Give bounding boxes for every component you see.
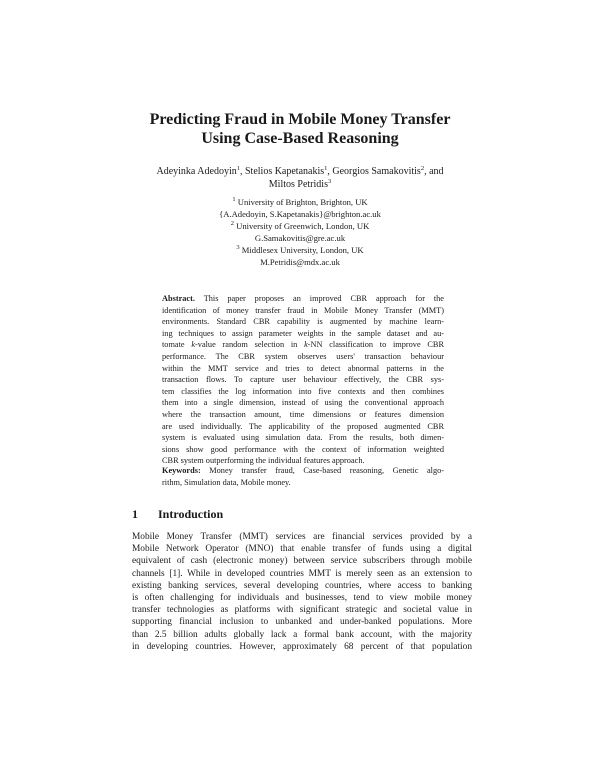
abstract-line: tem classifies the log information into five contexts and then combines bbox=[162, 386, 444, 396]
author-name: Adeyinka Adedoyin bbox=[156, 166, 237, 177]
affiliation-1-email: {A.Adedoyin, S.Kapetanakis}@brighton.ac.uk bbox=[219, 209, 381, 219]
abstract-math-k: k bbox=[304, 340, 308, 350]
body-line: existing banking services, several developing countries, where access to banking bbox=[132, 580, 472, 591]
abstract-line: identification of money transfer fraud in Mobile Money Transfer (MMT) bbox=[162, 305, 444, 315]
author-affiliation-mark: 3 bbox=[327, 178, 332, 185]
section-heading bbox=[132, 507, 223, 522]
author-separator: , and bbox=[424, 166, 444, 177]
paper-title-line-1: Predicting Fraud in Mobile Money Transfer bbox=[149, 111, 451, 128]
abstract-text: tomate bbox=[162, 340, 192, 350]
author-list bbox=[0, 165, 600, 178]
abstract-text: -NN classification to improve CBR bbox=[307, 340, 444, 350]
abstract-line bbox=[162, 293, 444, 305]
keywords-text: Money transfer fraud, Case-based reasoning, Genetic algo- bbox=[209, 466, 444, 475]
section-title: Introduction bbox=[158, 507, 224, 521]
affiliation-2-email: G.Samakovitis@gre.ac.uk bbox=[254, 233, 346, 243]
body-line: Mobile Money Transfer (MMT) services are financial services provided by a bbox=[132, 532, 472, 542]
body-line: in developing countries. However, approximately 68 percent of that population bbox=[132, 641, 472, 652]
body-line: equivalent of cash (electronic money) between service subscribers through mobile bbox=[132, 556, 472, 567]
section-number: 1 bbox=[132, 507, 138, 521]
abstract-line: system is evaluated using simulation data. From the results, both dimen- bbox=[162, 433, 444, 443]
author-affiliation-mark: 1 bbox=[324, 165, 328, 172]
author-separator: , bbox=[327, 166, 333, 177]
abstract-text: This paper proposes an improved CBR approach for the bbox=[203, 294, 444, 303]
abstract bbox=[162, 293, 444, 467]
paper-title-line-2: Using Case-Based Reasoning bbox=[201, 130, 399, 147]
affiliation-2 bbox=[0, 221, 600, 233]
abstract-label: Abstract. bbox=[162, 294, 195, 303]
author-list-continued bbox=[0, 178, 600, 191]
abstract-line: them into a single dimension, instead of using the conventional approach bbox=[162, 398, 444, 408]
body-line: transfer technologies as platforms with significant strategic and societal value in bbox=[132, 605, 472, 616]
affiliation-3 bbox=[0, 245, 600, 257]
keywords-label: Keywords: bbox=[162, 466, 201, 475]
affiliation-3-email: M.Petridis@mdx.ac.uk bbox=[260, 257, 340, 267]
author-name: Georgios Samakovitis bbox=[332, 166, 421, 177]
keywords-line: rithm, Simulation data, Mobile money. bbox=[162, 477, 291, 487]
author-name: Stelios Kapetanakis bbox=[244, 166, 325, 177]
introduction-text bbox=[132, 531, 472, 653]
author-separator: , bbox=[239, 166, 245, 177]
abstract-line: are used individually. The applicability of the proposed augmented CBR bbox=[162, 421, 444, 431]
affiliation-name: Middlesex University, London, UK bbox=[241, 245, 364, 255]
abstract-line: ing techniques to assign parameter weights in the sample dataset and au- bbox=[162, 328, 444, 338]
body-line: channels [1]. While in developed countries MMT is merely seen as an extension to bbox=[132, 568, 472, 579]
author-affiliation-mark: 2 bbox=[420, 165, 425, 172]
affiliation-name: University of Greenwich, London, UK bbox=[236, 221, 370, 231]
abstract-line bbox=[162, 339, 444, 351]
affiliation-mark: 1 bbox=[232, 196, 236, 203]
body-line: supporting financial inclusion to unbanked and under-banked populations. More bbox=[132, 617, 472, 628]
abstract-line: where the transaction amount, time dimensions or features dimension bbox=[162, 409, 444, 419]
author-affiliation-mark: 1 bbox=[236, 165, 240, 172]
keywords bbox=[162, 465, 444, 488]
abstract-line: environments. Standard CBR capability is augmented by machine learn- bbox=[162, 317, 444, 327]
body-line: is often challenging for individuals and businesses, tend to view mobile money bbox=[132, 593, 472, 604]
body-line: Mobile Network Operator (MNO) that enable transfer of funds using a digital bbox=[132, 544, 472, 555]
abstract-math-k: k bbox=[191, 340, 196, 350]
abstract-line: transaction flows. To capture user behaviour effectively, the CBR sys- bbox=[162, 375, 444, 385]
abstract-line: CBR system outperforming the individual features approach. bbox=[162, 456, 365, 466]
keywords-line bbox=[162, 465, 444, 477]
affiliation-mark: 3 bbox=[236, 244, 240, 251]
body-line: than 2.5 billion adults globally lack a formal bank account, with the majority bbox=[132, 629, 472, 640]
abstract-line: performance. The CBR system observes users' transaction behaviour bbox=[162, 351, 444, 361]
affiliation-mark: 2 bbox=[230, 220, 234, 227]
abstract-line: within the MMT service and tries to detect abnormal patterns in the bbox=[162, 363, 444, 373]
abstract-line: sions show good performance with the context of information weighted bbox=[162, 444, 444, 454]
affiliation-1 bbox=[0, 197, 600, 209]
affiliation-name: University of Brighton, Brighton, UK bbox=[237, 197, 368, 207]
abstract-text: -value random selection in bbox=[195, 340, 305, 350]
author-name: Miltos Petridis bbox=[268, 179, 328, 190]
